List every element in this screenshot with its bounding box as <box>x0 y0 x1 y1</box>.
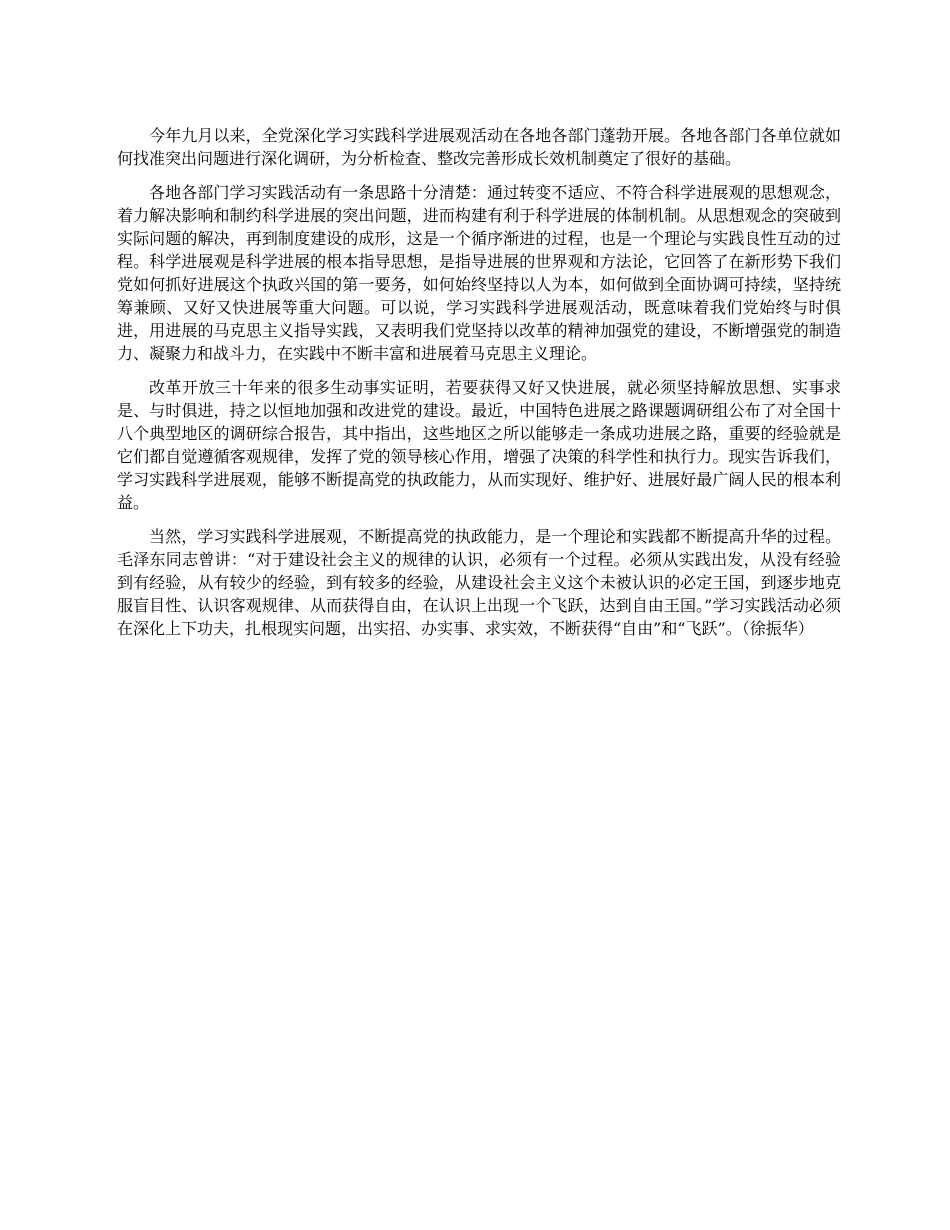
paragraph-4: 当然，学习实践科学进展观，不断提高党的执政能力，是一个理论和实践都不断提高升华的过程。毛泽东同志曾讲：“对于建设社会主义的规律的认识，必须有一个过程。必须从实践出发，从没有经验到有经验，从有较少的经验，到有较多的经验，从建设社会主义这个未被认识的必定王国，到逐步地克服盲目性、认识客观规律、从而获得自由，在认识上出现一个飞跃，达到自由王国。”学习实践活动必须在深化上下功夫，扎根现实问题，出实招、办实事、求实效，不断获得“自由”和“飞跃”。（徐振华） <box>117 527 841 638</box>
paragraph-1: 今年九月以来，全党深化学习实践科学进展观活动在各地各部门蓬勃开展。各地各部门各单位就如何找准突出问题进行深化调研，为分析检查、整改完善形成长效机制奠定了很好的基础。 <box>117 126 841 168</box>
article-body <box>117 124 841 651</box>
paragraph-2: 各地各部门学习实践活动有一条思路十分清楚：通过转变不适应、不符合科学进展观的思想观念，着力解决影响和制约科学进展的突出问题，进而构建有利于科学进展的体制机制。从思想观念的突破到实际问题的解决，再到制度建设的成形，这是一个循序渐进的过程，也是一个理论与实践良性互动的过程。科学进展观是科学进展的根本指导思想，是指导进展的世界观和方法论，它回答了在新形势下我们党如何抓好进展这个执政兴国的第一要务，如何始终坚持以人为本，如何做到全面协调可持续，坚持统筹兼顾、又好又快进展等重大问题。可以说，学习实践科学进展观活动，既意味着我们党始终与时俱进，用进展的马克思主义指导实践，又表明我们党坚持以改革的精神加强党的建设，不断增强党的制造力、凝聚力和战斗力，在实践中不断丰富和进展着马克思主义理论。 <box>117 183 841 363</box>
paragraph-3: 改革开放三十年来的很多生动事实证明，若要获得又好又快进展，就必须坚持解放思想、实事求是、与时俱进，持之以恒地加强和改进党的建设。最近，中国特色进展之路课题调研组公布了对全国十八个典型地区的调研综合报告，其中指出，这些地区之所以能够走一条成功进展之路，重要的经验就是它们都自觉遵循客观规律，发挥了党的领导核心作用，增强了决策的科学性和执行力。现实告诉我们，学习实践科学进展观，能够不断提高党的执政能力，从而实现好、维护好、进展好最广阔人民的根本利益。 <box>117 378 841 512</box>
